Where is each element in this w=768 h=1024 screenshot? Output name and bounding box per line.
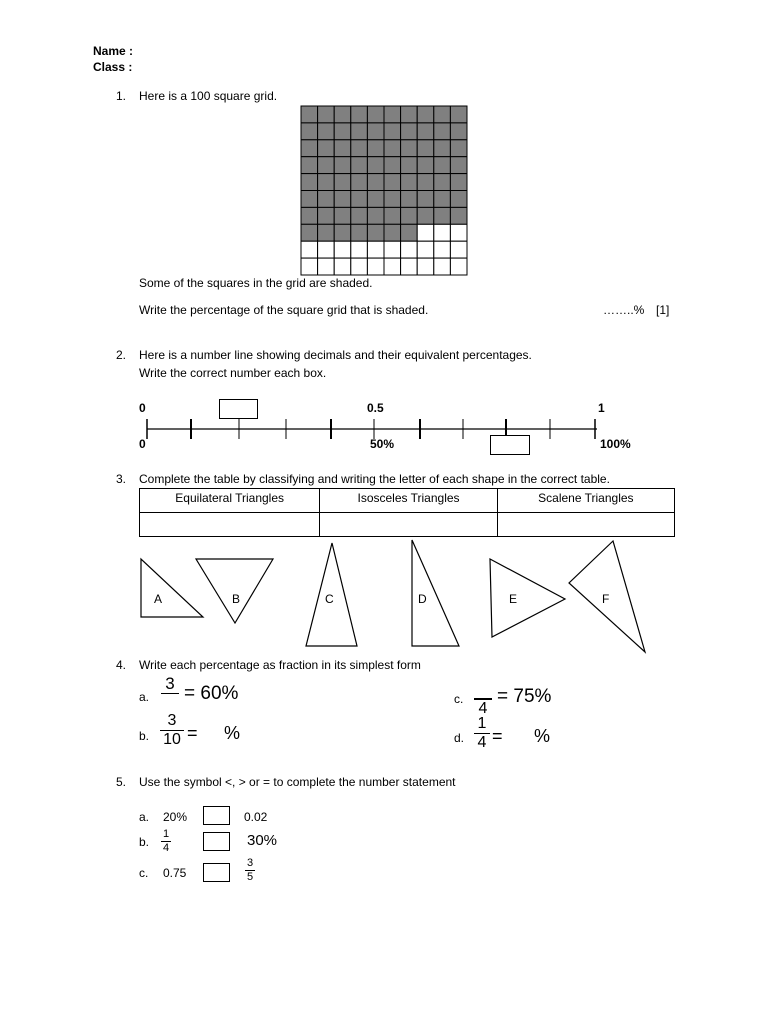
- grid-square-shaded: [417, 123, 434, 140]
- q5b-left-denominator: 4: [162, 842, 170, 854]
- numberline-bottom-end: 100%: [600, 437, 631, 451]
- q5b-left-numerator: 1: [162, 828, 170, 840]
- grid-square-shaded: [417, 140, 434, 157]
- grid-square-unshaded: [417, 258, 434, 275]
- grid-square-shaded: [384, 123, 401, 140]
- q4b-numerator: 3: [160, 713, 184, 731]
- grid-square-shaded: [301, 157, 318, 174]
- grid-square-shaded: [334, 140, 351, 157]
- answer-cell-scalene[interactable]: [497, 513, 674, 537]
- grid-square-unshaded: [367, 241, 384, 258]
- q4-number: 4.: [116, 658, 127, 672]
- grid-square-shaded: [367, 157, 384, 174]
- grid-square-shaded: [450, 123, 467, 140]
- triangle-b: [196, 559, 273, 623]
- grid-square-shaded: [384, 207, 401, 224]
- answer-cell-isosceles[interactable]: [320, 513, 497, 537]
- grid-square-shaded: [301, 207, 318, 224]
- triangle-label-f: F: [602, 592, 610, 606]
- q4a-numerator: 3: [161, 675, 179, 694]
- grid-square-shaded: [401, 140, 418, 157]
- grid-square-shaded: [301, 191, 318, 208]
- q1-instruction: Write the percentage of the square grid that is shaded.: [139, 303, 429, 317]
- grid-square-shaded: [434, 123, 451, 140]
- triangle-shapes: [130, 535, 650, 660]
- numberline-top-start: 0: [139, 401, 146, 415]
- hundred-square-grid: [300, 105, 469, 277]
- triangle-e: [490, 559, 565, 637]
- grid-square-shaded: [318, 174, 335, 191]
- grid-square-shaded: [334, 207, 351, 224]
- grid-square-shaded: [401, 106, 418, 123]
- grid-square-shaded: [434, 191, 451, 208]
- q5b-left-fraction: [161, 829, 171, 854]
- q1-number: 1.: [116, 89, 127, 103]
- numberline-top-mid: 0.5: [367, 401, 384, 415]
- grid-square-shaded: [367, 207, 384, 224]
- q5b-symbol-box[interactable]: [203, 832, 230, 851]
- grid-square-shaded: [367, 191, 384, 208]
- q4b-label: b.: [139, 729, 150, 743]
- grid-square-shaded: [367, 106, 384, 123]
- grid-square-shaded: [417, 106, 434, 123]
- grid-square-shaded: [384, 174, 401, 191]
- q4d-denominator: 4: [477, 734, 487, 751]
- grid-square-shaded: [334, 174, 351, 191]
- grid-square-shaded: [367, 140, 384, 157]
- grid-square-shaded: [450, 106, 467, 123]
- grid-square-shaded: [401, 174, 418, 191]
- q4b-denominator: 10: [163, 731, 181, 748]
- q4c-label: c.: [454, 692, 464, 706]
- grid-square-shaded: [351, 191, 368, 208]
- q1-marks: [1]: [656, 303, 670, 317]
- q5c-left-value: 0.75: [163, 866, 187, 880]
- grid-square-shaded: [434, 157, 451, 174]
- grid-square-unshaded: [417, 224, 434, 241]
- grid-square-shaded: [318, 207, 335, 224]
- grid-square-unshaded: [450, 241, 467, 258]
- q5a-left-value: 20%: [163, 810, 188, 824]
- answer-cell-equilateral[interactable]: [140, 513, 320, 537]
- grid-square-shaded: [334, 191, 351, 208]
- grid-square-unshaded: [450, 224, 467, 241]
- numberline-answer-box-top[interactable]: [219, 399, 258, 419]
- numberline-answer-box-bottom[interactable]: [490, 435, 530, 455]
- triangle-classification-table: [139, 488, 675, 537]
- grid-square-shaded: [417, 157, 434, 174]
- grid-square-shaded: [351, 106, 368, 123]
- q5c-right-fraction: [245, 858, 255, 883]
- grid-square-unshaded: [417, 241, 434, 258]
- grid-square-unshaded: [367, 258, 384, 275]
- grid-square-shaded: [351, 157, 368, 174]
- q4c-fraction: [474, 681, 492, 717]
- q5a-right-value: 0.02: [244, 810, 268, 824]
- grid-square-shaded: [301, 140, 318, 157]
- grid-square-shaded: [401, 157, 418, 174]
- grid-square-shaded: [351, 140, 368, 157]
- grid-square-unshaded: [334, 258, 351, 275]
- q3-number: 3.: [116, 472, 127, 486]
- q5c-label: c.: [139, 866, 149, 880]
- q4d-equals: =: [492, 726, 503, 746]
- grid-square-unshaded: [301, 258, 318, 275]
- grid-square-shaded: [450, 157, 467, 174]
- grid-square-shaded: [367, 174, 384, 191]
- grid-square-unshaded: [401, 258, 418, 275]
- q4c-denominator: 4: [478, 700, 488, 717]
- q3-prompt: Complete the table by classifying and writing the letter of each shape in the correct table.: [139, 472, 610, 486]
- grid-square-unshaded: [301, 241, 318, 258]
- q5-number: 5.: [116, 775, 127, 789]
- numberline-top-end: 1: [598, 401, 605, 415]
- q4-prompt: Write each percentage as fraction in its simplest form: [139, 658, 421, 672]
- q4a-equals: = 60%: [184, 683, 239, 704]
- q4a-label: a.: [139, 690, 150, 704]
- q2-prompt-line2: Write the correct number each box.: [139, 366, 327, 380]
- triangle-label-b: B: [232, 592, 241, 606]
- q1-answer-blank[interactable]: ……..%: [603, 303, 645, 317]
- column-header-equilateral: Equilateral Triangles: [140, 489, 320, 513]
- grid-square-shaded: [450, 207, 467, 224]
- grid-square-shaded: [384, 157, 401, 174]
- q4d-numerator: 1: [474, 716, 490, 734]
- grid-square-shaded: [434, 106, 451, 123]
- grid-square-shaded: [401, 224, 418, 241]
- grid-square-unshaded: [351, 241, 368, 258]
- grid-square-shaded: [351, 174, 368, 191]
- grid-square-unshaded: [434, 258, 451, 275]
- grid-square-shaded: [434, 207, 451, 224]
- name-label: Name :: [93, 44, 134, 58]
- q5c-right-denominator: 5: [246, 871, 254, 883]
- grid-square-shaded: [318, 140, 335, 157]
- grid-square-shaded: [367, 123, 384, 140]
- q4d-label: d.: [454, 731, 465, 745]
- triangle-label-a: A: [154, 592, 163, 606]
- q5b-label: b.: [139, 835, 150, 849]
- grid-square-shaded: [301, 106, 318, 123]
- q5c-right-numerator: 3: [246, 857, 254, 869]
- grid-square-shaded: [450, 140, 467, 157]
- q4a-fraction: [161, 675, 179, 712]
- grid-square-shaded: [301, 174, 318, 191]
- grid-square-shaded: [401, 123, 418, 140]
- triangle-a: [141, 559, 203, 617]
- q1-prompt: Here is a 100 square grid.: [139, 89, 278, 103]
- grid-square-shaded: [301, 123, 318, 140]
- q5a-label: a.: [139, 810, 150, 824]
- q4b-equals: =: [187, 723, 198, 743]
- class-label: Class :: [93, 60, 133, 74]
- grid-square-shaded: [401, 191, 418, 208]
- grid-square-shaded: [318, 191, 335, 208]
- q4a-denominator-blank[interactable]: [161, 694, 179, 712]
- numberline-bottom-mid: 50%: [370, 437, 395, 451]
- grid-square-unshaded: [434, 224, 451, 241]
- grid-square-unshaded: [384, 258, 401, 275]
- grid-square-shaded: [367, 224, 384, 241]
- grid-square-shaded: [417, 207, 434, 224]
- grid-square-shaded: [417, 174, 434, 191]
- grid-square-shaded: [334, 224, 351, 241]
- q4c-equals: = 75%: [497, 686, 552, 707]
- grid-square-shaded: [351, 224, 368, 241]
- grid-square-unshaded: [318, 258, 335, 275]
- grid-square-shaded: [384, 224, 401, 241]
- grid-square-shaded: [318, 123, 335, 140]
- triangle-label-c: C: [325, 592, 334, 606]
- grid-square-shaded: [318, 157, 335, 174]
- grid-square-shaded: [334, 106, 351, 123]
- grid-square-unshaded: [351, 258, 368, 275]
- column-header-scalene: Scalene Triangles: [497, 489, 674, 513]
- q5a-symbol-box[interactable]: [203, 806, 230, 825]
- q2-prompt-line1: Here is a number line showing decimals and their equivalent percentages.: [139, 348, 532, 362]
- grid-square-shaded: [417, 191, 434, 208]
- grid-square-shaded: [401, 207, 418, 224]
- q4d-fraction: [474, 716, 490, 751]
- grid-square-unshaded: [334, 241, 351, 258]
- q5c-symbol-box[interactable]: [203, 863, 230, 882]
- numberline-bottom-start: 0: [139, 437, 146, 451]
- grid-square-unshaded: [401, 241, 418, 258]
- grid-square-shaded: [450, 174, 467, 191]
- grid-square-shaded: [318, 224, 335, 241]
- grid-square-shaded: [450, 191, 467, 208]
- grid-square-unshaded: [318, 241, 335, 258]
- grid-square-shaded: [434, 174, 451, 191]
- q4d-percent: %: [534, 726, 551, 746]
- triangle-label-d: D: [418, 592, 427, 606]
- column-header-isosceles: Isosceles Triangles: [320, 489, 497, 513]
- grid-square-shaded: [318, 106, 335, 123]
- q1-statement: Some of the squares in the grid are shaded.: [139, 276, 373, 290]
- grid-square-shaded: [334, 123, 351, 140]
- q5b-right-value: 30%: [247, 832, 278, 849]
- q4b-fraction: [160, 713, 184, 748]
- q4c-numerator-blank[interactable]: [474, 681, 492, 700]
- q5-prompt: Use the symbol <, > or = to complete the number statement: [139, 775, 456, 789]
- grid-square-shaded: [351, 123, 368, 140]
- grid-square-shaded: [334, 157, 351, 174]
- grid-square-shaded: [384, 106, 401, 123]
- grid-square-shaded: [384, 140, 401, 157]
- grid-square-unshaded: [384, 241, 401, 258]
- q4b-percent: %: [224, 723, 241, 743]
- grid-square-shaded: [384, 191, 401, 208]
- grid-square-shaded: [434, 140, 451, 157]
- grid-square-shaded: [351, 207, 368, 224]
- grid-square-unshaded: [450, 258, 467, 275]
- q2-number: 2.: [116, 348, 127, 362]
- grid-square-unshaded: [434, 241, 451, 258]
- grid-square-shaded: [301, 224, 318, 241]
- triangle-label-e: E: [509, 592, 518, 606]
